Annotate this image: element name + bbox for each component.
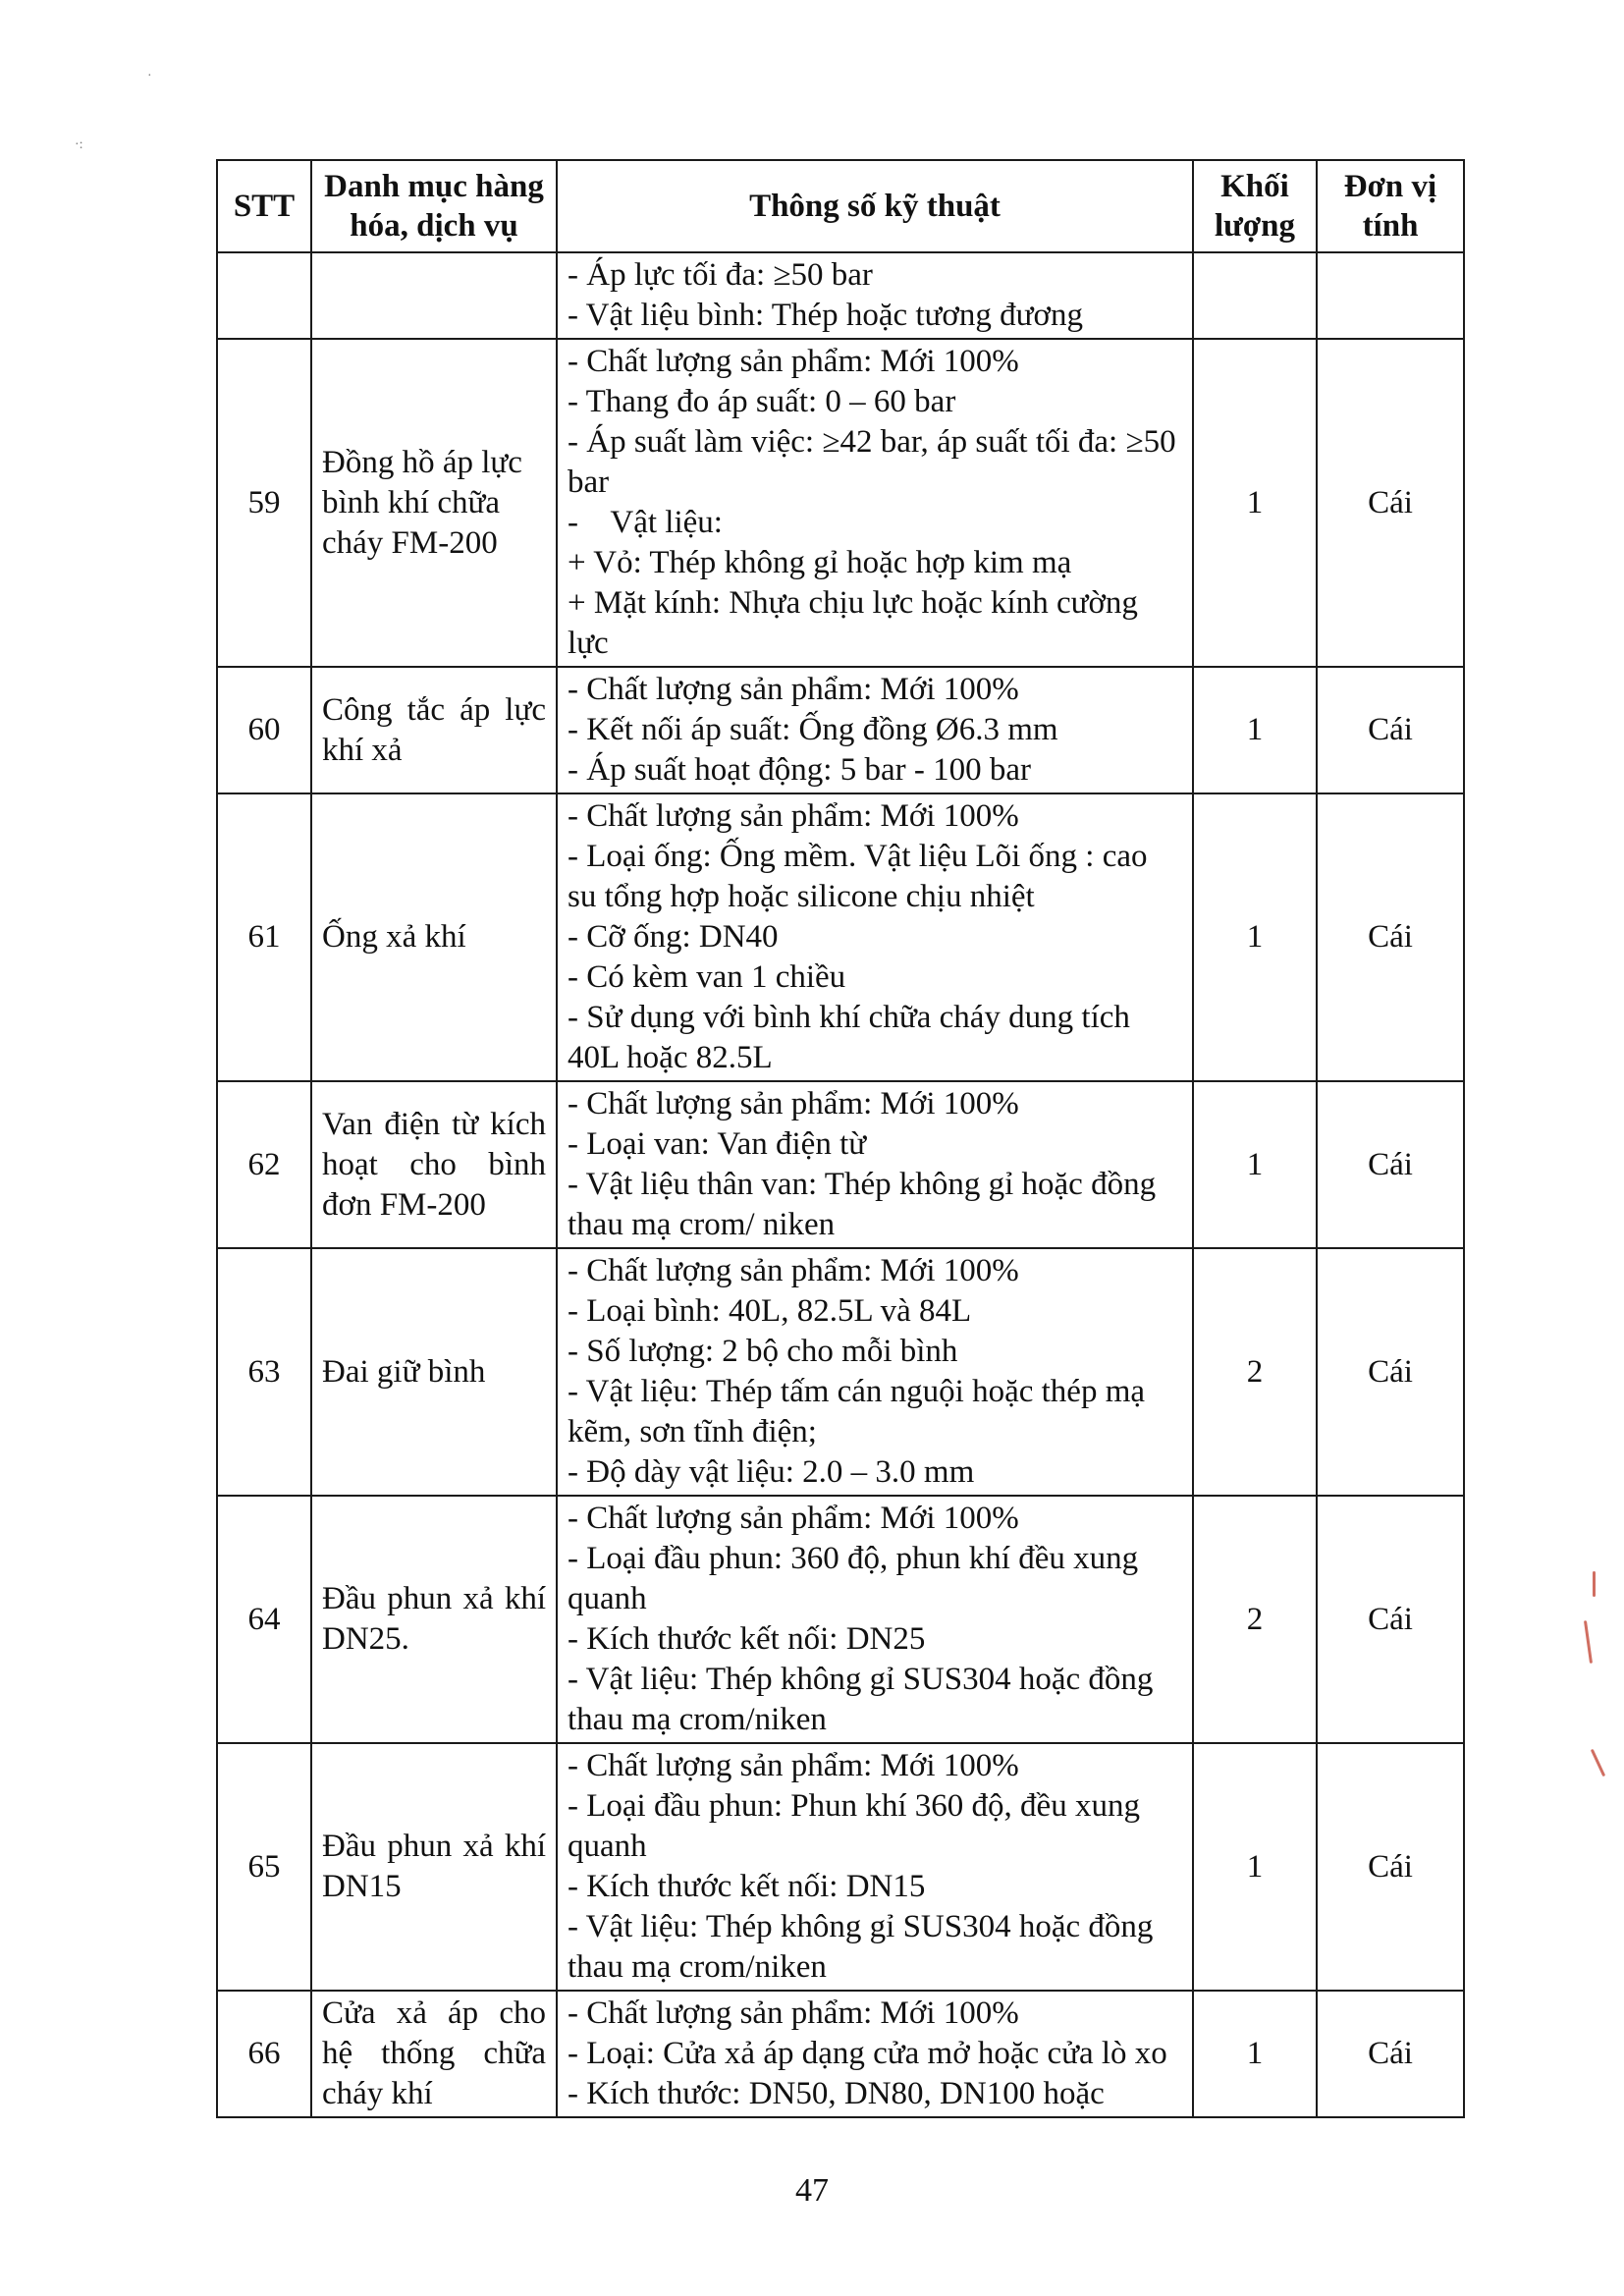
table-header-row <box>217 160 1464 252</box>
table-row-continuation <box>217 252 1464 339</box>
cell-quantity: 2 <box>1193 1248 1317 1496</box>
table-row <box>217 1248 1464 1496</box>
table-row <box>217 1496 1464 1743</box>
spec-line: - Vật liệu: Thép không gỉ SUS304 hoặc đồng thau mạ crom/niken <box>568 1909 1154 1985</box>
spec-line: - Số lượng: 2 bộ cho mỗi bình <box>568 1334 958 1369</box>
spec-line: - Có kèm van 1 chiều <box>568 959 846 995</box>
spec-line: - Chất lượng sản phẩm: Mới 100% <box>568 1086 1019 1121</box>
cell-unit: Cái <box>1317 793 1464 1081</box>
cell-unit: Cái <box>1317 1743 1464 1991</box>
cell-unit: Cái <box>1317 1081 1464 1248</box>
cell-unit: Cái <box>1317 339 1464 667</box>
cell-item-name: Đai giữ bình <box>311 1248 557 1496</box>
table-row <box>217 1743 1464 1991</box>
cell-specs <box>557 1081 1193 1248</box>
page-number: 47 <box>795 2172 829 2209</box>
scan-speck: ·: <box>75 137 83 152</box>
table-row <box>217 1081 1464 1248</box>
cell-stt: 66 <box>217 1991 311 2117</box>
spec-line: - Chất lượng sản phẩm: Mới 100% <box>568 344 1019 379</box>
cell-specs <box>557 667 1193 793</box>
table-row <box>217 339 1464 667</box>
cell-unit: Cái <box>1317 1248 1464 1496</box>
spec-line: - Vật liệu: Thép tấm cán nguội hoặc thép mạ kẽm, sơn tĩnh điện; <box>568 1374 1146 1449</box>
cell-specs <box>557 1743 1193 1991</box>
spec-line: - Chất lượng sản phẩm: Mới 100% <box>568 672 1019 707</box>
cell-quantity: 1 <box>1193 1081 1317 1248</box>
spec-line: - Chất lượng sản phẩm: Mới 100% <box>568 798 1019 834</box>
spec-line: - Kích thước kết nối: DN15 <box>568 1869 926 1904</box>
cell-specs <box>557 339 1193 667</box>
cell-quantity: 1 <box>1193 1991 1317 2117</box>
cell-specs <box>557 1991 1193 2117</box>
spec-line: - Chất lượng sản phẩm: Mới 100% <box>568 1501 1019 1536</box>
spec-line: - Chất lượng sản phẩm: Mới 100% <box>568 1253 1019 1288</box>
cell-specs <box>557 793 1193 1081</box>
spec-line: - Kích thước: DN50, DN80, DN100 hoặc <box>568 2076 1105 2111</box>
cell-stt: 63 <box>217 1248 311 1496</box>
cell-item-name: Đồng hồ áp lực bình khí chữa cháy FM-200 <box>311 339 557 667</box>
cell-stt: 62 <box>217 1081 311 1248</box>
cell-item-name: Cửa xả áp cho hệ thống chữa cháy khí <box>311 1991 557 2117</box>
cell-stt: 59 <box>217 339 311 667</box>
specification-table <box>216 159 1465 2118</box>
table-row <box>217 1991 1464 2117</box>
spec-line: + Vỏ: Thép không gỉ hoặc hợp kim mạ <box>568 545 1072 580</box>
table-row <box>217 667 1464 793</box>
spec-line: - Vật liệu thân van: Thép không gỉ hoặc đồng thau mạ crom/ niken <box>568 1167 1157 1242</box>
cell-specs <box>557 1496 1193 1743</box>
cell-quantity: 1 <box>1193 339 1317 667</box>
scan-edge-mark <box>1593 1571 1596 1597</box>
table-row <box>217 793 1464 1081</box>
spec-line: - Kết nối áp suất: Ống đồng Ø6.3 mm <box>568 712 1058 747</box>
spec-line: - Loại ống: Ống mềm. Vật liệu Lõi ống : cao su tổng hợp hoặc silicone chịu nhiệt <box>568 839 1148 914</box>
cell-unit: Cái <box>1317 1991 1464 2117</box>
scan-speck: · <box>147 69 152 83</box>
spec-line: - Áp lực tối đa: ≥50 bar <box>568 257 873 293</box>
cell-stt: 60 <box>217 667 311 793</box>
cell-item-name: Công tắc áp lực khí xả <box>311 667 557 793</box>
spec-line: - Loại bình: 40L, 82.5L và 84L <box>568 1293 972 1329</box>
spec-line: - Áp suất hoạt động: 5 bar - 100 bar <box>568 752 1031 788</box>
cell-item-name: Ống xả khí <box>311 793 557 1081</box>
cell-unit-empty <box>1317 252 1464 339</box>
cell-qty-empty <box>1193 252 1317 339</box>
spec-line: - Thang đo áp suất: 0 – 60 bar <box>568 384 956 419</box>
spec-line: - Áp suất làm việc: ≥42 bar, áp suất tối đa: ≥50 bar <box>568 424 1176 500</box>
spec-line: - Loại đầu phun: Phun khí 360 độ, đều xung quanh <box>568 1788 1140 1864</box>
cell-name-empty <box>311 252 557 339</box>
cell-specs <box>557 252 1193 339</box>
cell-stt: 64 <box>217 1496 311 1743</box>
header-item: Danh mục hàng hóa, dịch vụ <box>311 160 557 252</box>
cell-quantity: 1 <box>1193 793 1317 1081</box>
cell-stt-empty <box>217 252 311 339</box>
spec-line: - Loại: Cửa xả áp dạng cửa mở hoặc cửa lò xo <box>568 2036 1167 2071</box>
header-spec: Thông số kỹ thuật <box>557 160 1193 252</box>
spec-line: - Loại đầu phun: 360 độ, phun khí đều xung quanh <box>568 1541 1139 1616</box>
cell-quantity: 1 <box>1193 1743 1317 1991</box>
spec-line: - Cỡ ống: DN40 <box>568 919 779 955</box>
spec-line: - Loại van: Van điện từ <box>568 1126 867 1162</box>
cell-item-name: Van điện từ kích hoạt cho bình đơn FM-200 <box>311 1081 557 1248</box>
cell-quantity: 1 <box>1193 667 1317 793</box>
cell-specs <box>557 1248 1193 1496</box>
cell-stt: 61 <box>217 793 311 1081</box>
spec-line: - Kích thước kết nối: DN25 <box>568 1621 926 1657</box>
spec-line: - Sử dụng với bình khí chữa cháy dung tích 40L hoặc 82.5L <box>568 1000 1130 1075</box>
spec-line: - Vật liệu bình: Thép hoặc tương đương <box>568 298 1083 333</box>
cell-quantity: 2 <box>1193 1496 1317 1743</box>
header-quantity: Khối lượng <box>1193 160 1317 252</box>
spec-line: - Độ dày vật liệu: 2.0 – 3.0 mm <box>568 1454 975 1490</box>
spec-line: + Mặt kính: Nhựa chịu lực hoặc kính cường lực <box>568 585 1138 661</box>
cell-stt: 65 <box>217 1743 311 1991</box>
scan-edge-mark <box>1591 1749 1605 1777</box>
spec-line: - Vật liệu: <box>568 505 723 540</box>
spec-line: - Chất lượng sản phẩm: Mới 100% <box>568 1748 1019 1783</box>
cell-item-name: Đầu phun xả khí DN15 <box>311 1743 557 1991</box>
spec-line: - Vật liệu: Thép không gỉ SUS304 hoặc đồng thau mạ crom/niken <box>568 1662 1154 1737</box>
cell-item-name: Đầu phun xả khí DN25. <box>311 1496 557 1743</box>
cell-unit: Cái <box>1317 667 1464 793</box>
header-stt: STT <box>217 160 311 252</box>
header-unit: Đơn vị tính <box>1317 160 1464 252</box>
spec-line: - Chất lượng sản phẩm: Mới 100% <box>568 1995 1019 2031</box>
scan-edge-mark <box>1584 1620 1593 1664</box>
cell-unit: Cái <box>1317 1496 1464 1743</box>
